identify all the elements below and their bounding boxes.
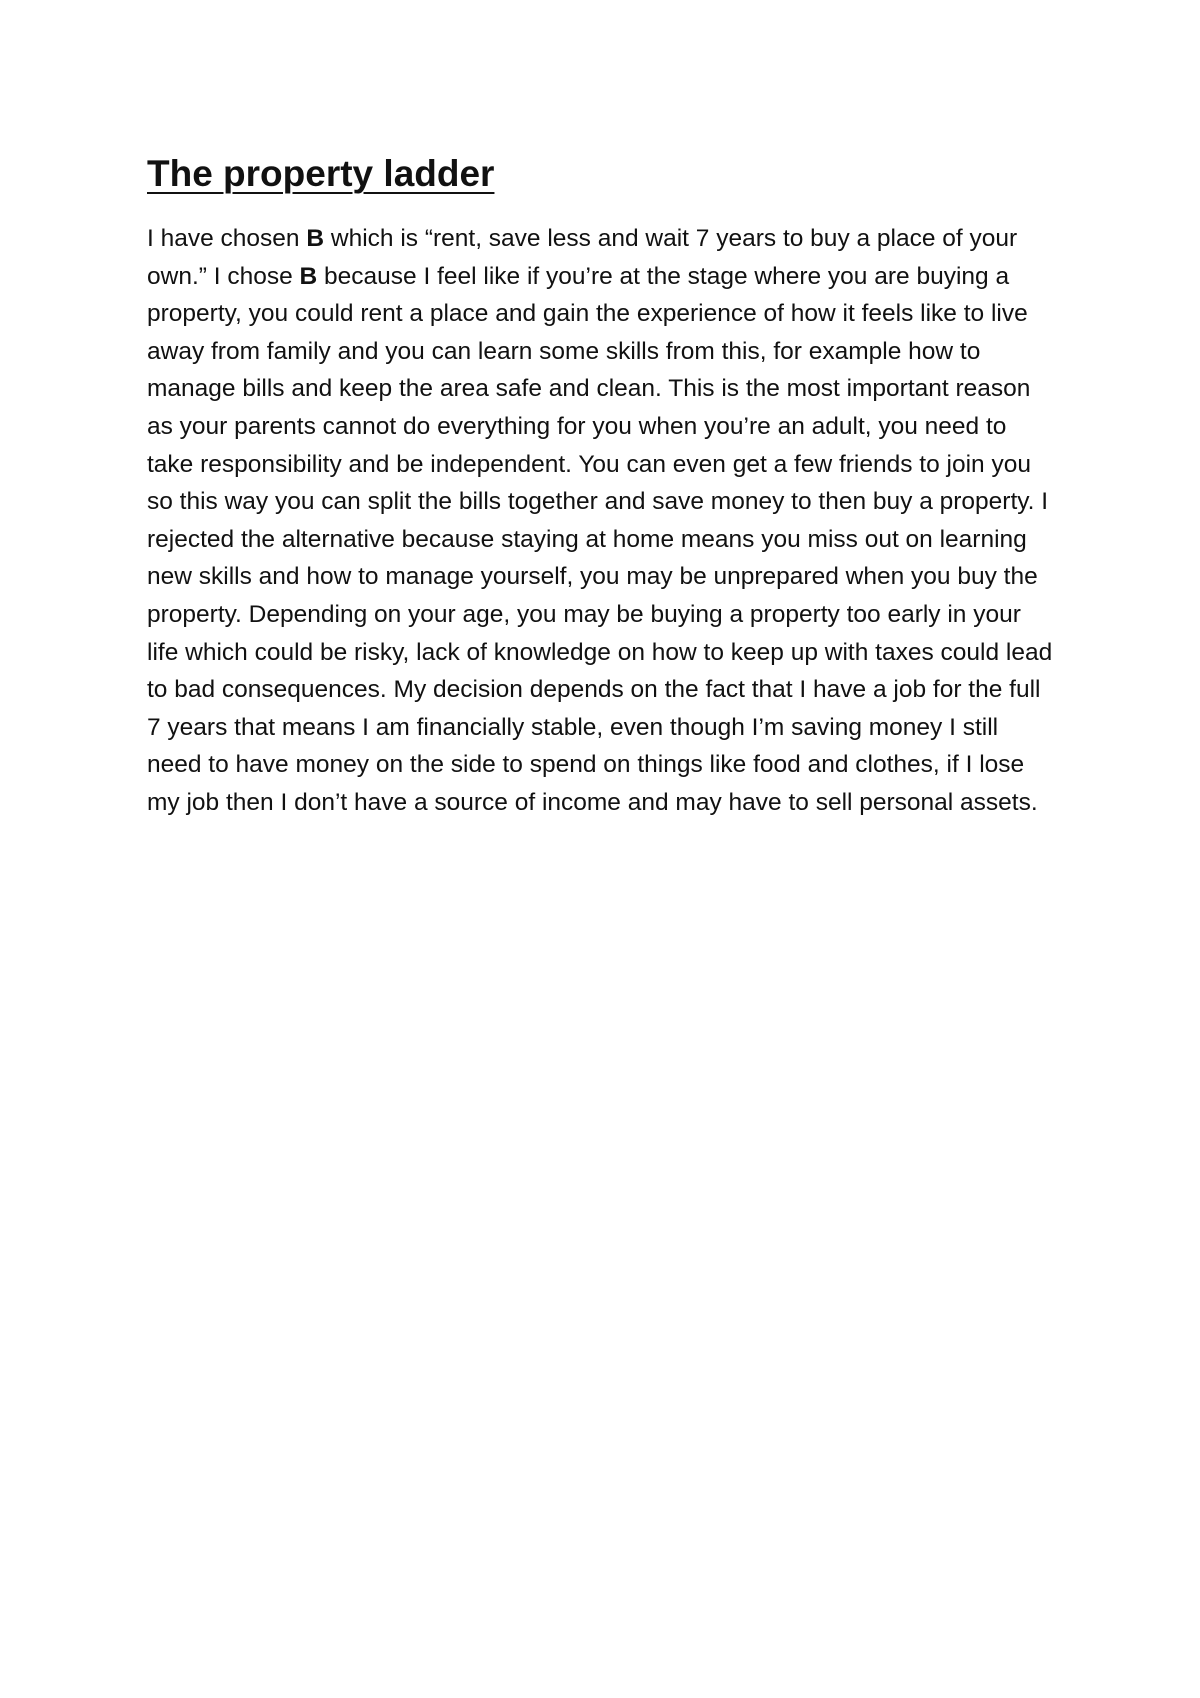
paragraph-text-part-2: which is “rent, save less and wait 7 years to buy a place of your own.” I chose (147, 225, 1018, 290)
document-content (147, 150, 1057, 822)
chosen-option-b-repeat: B (299, 262, 318, 290)
chosen-option-b: B (306, 225, 325, 252)
document-title: The property ladder (147, 153, 495, 194)
body-paragraph (147, 220, 1057, 822)
paragraph-text-part-1: I have chosen (147, 225, 307, 252)
paragraph-text-part-3: because I feel like if you’re at the stage where you are buying a property, you could rent a place and gain the experience of how it feels like to live away from family and you can learn some skills from this, for example how to manage bills and keep the area safe and clean. This is the most important reason as your parents cannot do everything for you when you’re an adult, you need to take responsibility and be independent. You can even get a few friends to join you so this way you can split the bills together and save money to then buy a property. I rejected the alternative because staying at home means you miss out on learning new skills and how to manage yourself, you may be unprepared when you buy the property. Depending on your age, you may be buying a property too early in your life which could be risky, lack of knowledge on how to keep up with taxes could lead to bad consequences. My decision depends on the fact that I have a job for the full 7 years that means I am financially stable, even though I’m saving money I still need to have money on the side to spend on things like food and clothes, if I lose my job then I don’t have a source of income and may have to sell personal assets. (147, 262, 1053, 816)
